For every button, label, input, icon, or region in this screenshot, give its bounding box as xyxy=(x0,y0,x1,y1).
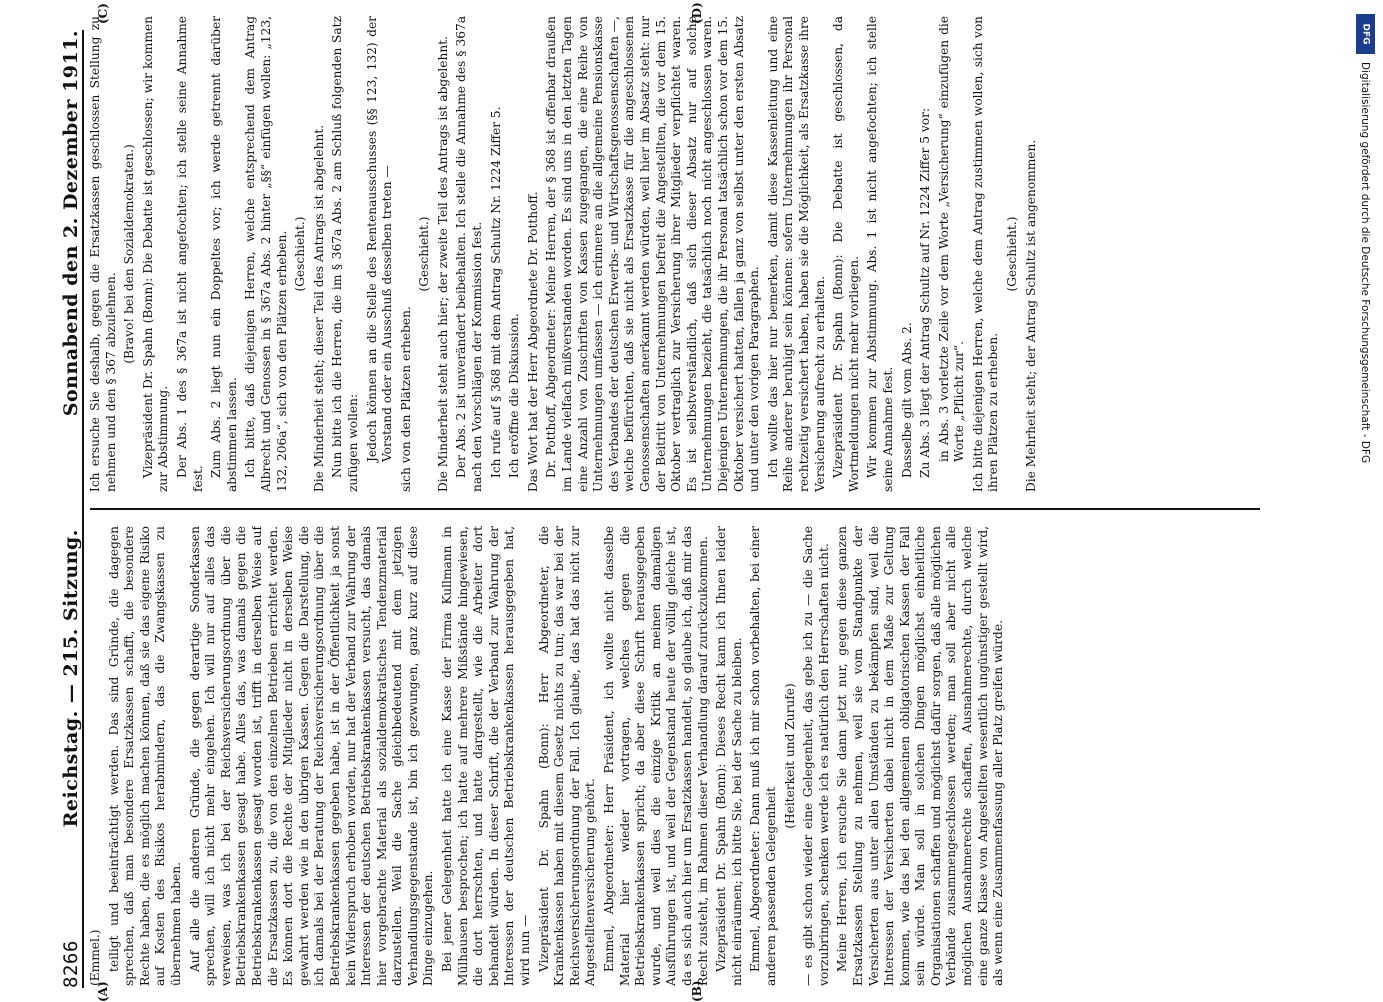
left-running-title: Reichstag. — 215. Sitzung. xyxy=(60,416,82,940)
paragraph: Ich eröffne die Diskussion. xyxy=(507,16,523,492)
paragraph: Die Minderheit steht; dieser Teil des Antrags ist abgelehnt. xyxy=(312,16,328,492)
paragraph: Wir kommen zur Abstimmung. Abs. 1 ist nicht angefochten; ich stelle seine Annahme fest. xyxy=(865,16,896,492)
paragraph: Der Abs. 1 des § 367a ist nicht angefochten; ich stelle seine Annahme fest. xyxy=(175,16,206,492)
paragraph: teiligt und beeinträchtigt werden. Das sind Gründe, die dagegen sprechen, daß man besondere Ersatzkassen schafft, die besondere Rechte haben, die es möglich machen können, daß sie das eigene Risiko auf Kosten des Risikos herabmindern, das die Zwangskassen zu übernehmen haben. xyxy=(107,526,185,986)
paragraph: Vizepräsident Dr. Spahn (Bonn): Dieses Recht kann ich Ihnen leider nicht einräumen; ich bitte Sie, bei der Sache zu bleiben. xyxy=(714,526,745,986)
page-header xyxy=(48,30,84,988)
paragraph: Emmel, Abgeordneter: Herr Präsident, ich wollte nicht dasselbe Material hier wieder vortragen, welches gegen die Betriebskrankenkassen spricht; da aber diese Schrift herausgegeben wurde, und weil dies die einzige Kritik an meinen damaligen Ausführungen ist, und weil der Gegenstand heute der völlig gleiche ist, da es sich auch hier um Ersatzkassen handelt, so glaube ich, daß mir das Recht zusteht, im Rahmen dieser Verhandlung darauf zurückzukommen. xyxy=(602,526,711,986)
paragraph: Die Mehrheit steht; der Antrag Schultz ist angenommen. xyxy=(1024,16,1040,492)
paragraph: Vizepräsident Dr. Spahn (Bonn): Herr Abgeordneter, die Krankenkassen haben mit diesem Gesetz nichts zu tun; das war bei der Reichsversicherungsordnung der Fall. Ich glaube, das hat das nicht zur Angestelltenversicherung gehört. xyxy=(537,526,599,986)
paragraph: — es gibt schon wieder eine Gelegenheit, das gebe ich zu — die Sache vorzubringen, schenken werde ich es natürlich den Herrschaften nicht. xyxy=(801,526,832,986)
margin-marker-d: (D) xyxy=(690,2,704,24)
digitization-sidebar xyxy=(1353,10,1379,990)
paragraph: Dr. Potthoff, Abgeordneter: Meine Herren, der § 368 ist offenbar draußen im Lande vielfach mißverstanden worden. Es sind uns in den letzten Tagen eine Anzahl von Zuschriften von Kassen zugegangen, die eine Reihe von Unternehmungen umfassen — ich erinnere an die allgemeine Pensionskasse des Verbandes der deutschen Erwerbs- und Wirtschaftsgenossenschaften —, welche befürchten, daß sie nicht als Ersatzkasse für die angeschlossenen Genossenschaften anerkannt werden würden, weil hier im Absatz steht: nur der Beitritt von Unternehmungen befreit die Angestellten, die vor dem 15. Oktober vertraglich zur Versicherung ihrer Mitglieder verpflichtet waren. Es ist selbstverständlich, daß sich dieser Absatz nur auf solche Unternehmungen bezieht, die tatsächlich noch nicht angeschlossen waren. Diejenigen Unternehmungen, die ihr Personal tatsächlich schon vor dem 15. Oktober versichert hatten, fallen ja ganz von selbst unter den ersten Absatz und unter den vorigen Paragraphen. xyxy=(544,16,762,492)
paragraph: Die Minderheit steht auch hier; der zweite Teil des Antrags ist abgelehnt. xyxy=(436,16,452,492)
speaker-continuation: (Emmel.) xyxy=(88,526,104,986)
paragraph: Zu Abs. 3 liegt der Antrag Schultz auf Nr. 1224 Ziffer 5 vor: xyxy=(918,16,934,492)
interjection: (Heiterkeit und Zurufe) xyxy=(783,526,799,986)
page-number: 8266 xyxy=(60,940,82,988)
dfg-logo: DFG xyxy=(1356,14,1375,54)
interjection: (Geschieht.) xyxy=(417,16,433,492)
right-running-title: Sonnabend den 2. Dezember 1911. xyxy=(60,30,82,416)
paragraph: Bei jener Gelegenheit hatte ich eine Kasse der Firma Kullmann in Mülhausen besprochen; ich hatte auf mehrere Mißstände hingewiesen, die dort herrschten, und hatte dargestellt, wie die Arbeiter dort behandelt würden. In dieser Schrift, die der Verband zur Wahrung der Interessen der deutschen Betriebskrankenkassen herausgegeben hat, wird nun — xyxy=(440,526,534,986)
paragraph: Ich bitte diejenigen Herren, welche dem Antrag zustimmen wollen, sich von ihren Plätzen zu erheben. xyxy=(971,16,1002,492)
funding-credit: Digitalisierung gefördert durch die Deutsche Forschungsgemeinschaft - DFG xyxy=(1359,62,1371,463)
interjection: (Bravo! bei den Sozialdemokraten.) xyxy=(122,16,138,492)
column-divider xyxy=(90,508,1260,510)
margin-marker-c: (C) xyxy=(96,3,110,24)
paragraph: Ich bitte, daß diejenigen Herren, welche entsprechend dem Antrag Albrecht und Genossen in § 367a Abs. 2 hinter „§§“ einfügen wollen: „123, 132, 206a“, sich von den Plätzen erheben. xyxy=(243,16,290,492)
paragraph: Der Abs. 2 ist unverändert beibehalten. Ich stelle die Annahme des § 367a nach den Vorschlägen der Kommission fest. xyxy=(454,16,485,492)
paragraph: Zum Abs. 2 liegt nun ein Doppeltes vor; ich werde getrennt darüber abstimmen lassen. xyxy=(209,16,240,492)
paragraph: Vizepräsident Dr. Spahn (Bonn): Die Debatte ist geschlossen, da Wortmeldungen nicht mehr vorliegen. xyxy=(831,16,862,492)
quoted-amendment: in Abs. 3 vorletzte Zeile vor dem Worte „Versicherung“ einzufügen die Worte „Pflicht zur“. xyxy=(937,16,968,492)
interjection: (Geschieht.) xyxy=(1005,16,1021,492)
paragraph: Nun bitte ich die Herren, die im § 367a Abs. 2 am Schluß folgenden Satz zufügen wollen: xyxy=(330,16,361,492)
interjection: (Geschieht.) xyxy=(293,16,309,492)
paragraph: Ich wollte das hier nur bemerken, damit diese Kassenleitung und eine Reihe anderer beruhigt sein können: sofern Unternehmungen ihr Personal rechtzeitig versichert haben, haben sie die Möglichkeit, als Ersatzkasse ihre Versicherung aufrecht zu erhalten. xyxy=(766,16,828,492)
margin-marker-b: (B) xyxy=(690,981,704,1002)
margin-marker-a: (A) xyxy=(96,981,110,1002)
paragraph: Dasselbe gilt vom Abs. 2. xyxy=(900,16,916,492)
right-column xyxy=(88,16,1270,492)
paragraph: Ich rufe auf § 368 mit dem Antrag Schultz Nr. 1224 Ziffer 5. xyxy=(489,16,505,492)
paragraph: Emmel, Abgeordneter: Dann muß ich mir schon vorbehalten, bei einer anderen passenden Gelegenheit xyxy=(748,526,779,986)
paragraph: Ich ersuche Sie deshalb, gegen die Ersatzkassen geschlossen Stellung zu nehmen und den § 367 abzulehnen. xyxy=(88,16,119,492)
paragraph: Das Wort hat der Herr Abgeordnete Dr. Potthoff. xyxy=(526,16,542,492)
paragraph: Meine Herren, ich ersuche Sie dann jetzt nur, gegen diese ganzen Ersatzkassen Stellung zu nehmen, weil sie vom Standpunkte der Versicherten aus unter allen Umständen zu bekämpfen sind, weil die Interessen der Versicherten dabei nicht in dem Maße zur Geltung kommen, wie das bei den allgemeinen obligatorischen Kassen der Fall sein würde. Man soll in solchen Dingen möglichst einheitliche Organisationen schaffen und möglichst dafür sorgen, daß alle möglichen Verbände zusammengeschlossen werden; man soll aber nicht alle möglichen Ausnahmerechte schaffen, Ausnahmerechte, durch welche eine ganze Klasse von Angestellten wesentlich ungünstiger gestellt wird, als wenn eine Zusammenfassung aller Platz greifen würde. xyxy=(835,526,1007,986)
quoted-amendment: Jedoch können an die Stelle des Rentenausschusses (§§ 123, 132) der Vorstand oder ein Ausschuß desselben treten — xyxy=(365,16,396,492)
paragraph: Vizepräsident Dr. Spahn (Bonn): Die Debatte ist geschlossen; wir kommen zur Abstimmung. xyxy=(141,16,172,492)
paragraph: Auf alle die anderen Gründe, die gegen derartige Sonderkassen sprechen, will ich nicht mehr eingehen. Ich will nur auf alles das verweisen, was ich bei der Reichsversicherungsordnung über die Betriebskrankenkassen gesagt habe. Alles das, was damals gegen die Betriebskrankenkassen gesagt worden ist, trifft in derselben Weise auf die Ersatzkassen zu, die von den einzelnen Betrieben errichtet werden. Es können dort die Rechte der Mitglieder nicht in derselben Weise gewahrt werden wie in den übrigen Kassen. Gegen die Darstellung, die ich damals bei der Beratung der Reichsversicherungsordnung über die Betriebskrankenkassen gegeben habe, ist in der Öffentlichkeit ja sonst kein Widerspruch erhoben worden, nur hat der Verband zur Wahrung der Interessen der deutschen Betriebskrankenkassen versucht, das damals hier vorgebrachte Material als sozialdemokratisches Tendenzmaterial darzustellen. Weil die Sache gleichbedeutend mit dem jetzigen Verhandlungsgegenstande ist, bin ich gezwungen, ganz kurz auf diese Dinge einzugehen. xyxy=(188,526,438,986)
left-column xyxy=(88,526,1270,986)
paragraph: sich von den Plätzen erheben. xyxy=(399,16,415,492)
